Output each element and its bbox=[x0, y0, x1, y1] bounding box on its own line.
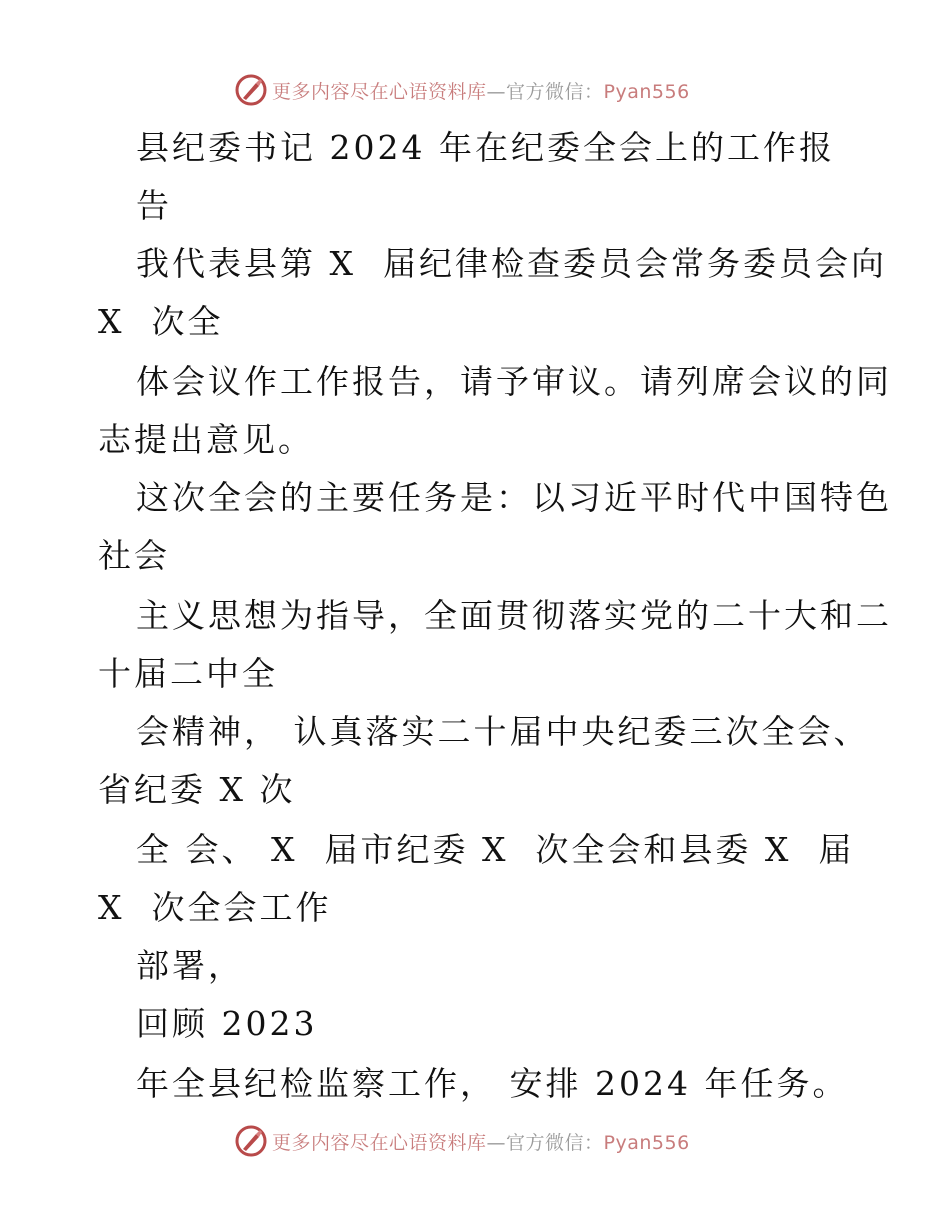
text-line: 我代表县第 X 届纪律检查委员会常务委员会向 bbox=[136, 244, 887, 283]
watermark-footer bbox=[234, 1124, 690, 1158]
text-line: 回顾 2023 bbox=[136, 1004, 318, 1043]
watermark-separator: — bbox=[486, 80, 507, 103]
text-line: 省纪委 X 次 bbox=[98, 770, 296, 809]
text-line: 主义思想为指导，全面贯彻落实党的二十大和二 bbox=[136, 596, 892, 635]
pen-logo-icon bbox=[234, 1124, 268, 1158]
text-line: 全 会、 X 届市纪委 X 次全会和县委 X 届 bbox=[136, 830, 855, 869]
watermark-separator: — bbox=[486, 1131, 507, 1154]
watermark-label: 官方微信： bbox=[506, 80, 604, 103]
text-line: X 次全 bbox=[98, 302, 224, 341]
text-line: 告 bbox=[136, 186, 172, 225]
watermark-account: Pyan556 bbox=[603, 1131, 690, 1154]
watermark-label: 官方微信： bbox=[506, 1131, 604, 1154]
text-line: 社会 bbox=[98, 536, 170, 575]
text-line: 志提出意见。 bbox=[98, 420, 314, 459]
text-line: 部署， bbox=[136, 946, 244, 985]
text-line: X 次全会工作 bbox=[98, 888, 332, 927]
watermark-header bbox=[234, 73, 690, 107]
watermark-text bbox=[272, 77, 690, 104]
watermark-title: 更多内容尽在心语资料库 bbox=[272, 1131, 487, 1154]
text-line: 十届二中全 bbox=[98, 654, 278, 693]
text-line: 体会议作工作报告，请予审议。请列席会议的同 bbox=[136, 362, 892, 401]
watermark-account: Pyan556 bbox=[603, 80, 690, 103]
watermark-text bbox=[272, 1128, 690, 1155]
pen-logo-icon bbox=[234, 73, 268, 107]
text-line: 会精神， 认真落实二十届中央纪委三次全会、 bbox=[136, 712, 870, 751]
text-line: 县纪委书记 2024 年在纪委全会上的工作报 bbox=[136, 128, 835, 167]
text-line: 年全县纪检监察工作， 安排 2024 年任务。 bbox=[136, 1064, 849, 1103]
text-line: 这次全会的主要任务是：以习近平时代中国特色 bbox=[136, 478, 892, 517]
watermark-title: 更多内容尽在心语资料库 bbox=[272, 80, 487, 103]
